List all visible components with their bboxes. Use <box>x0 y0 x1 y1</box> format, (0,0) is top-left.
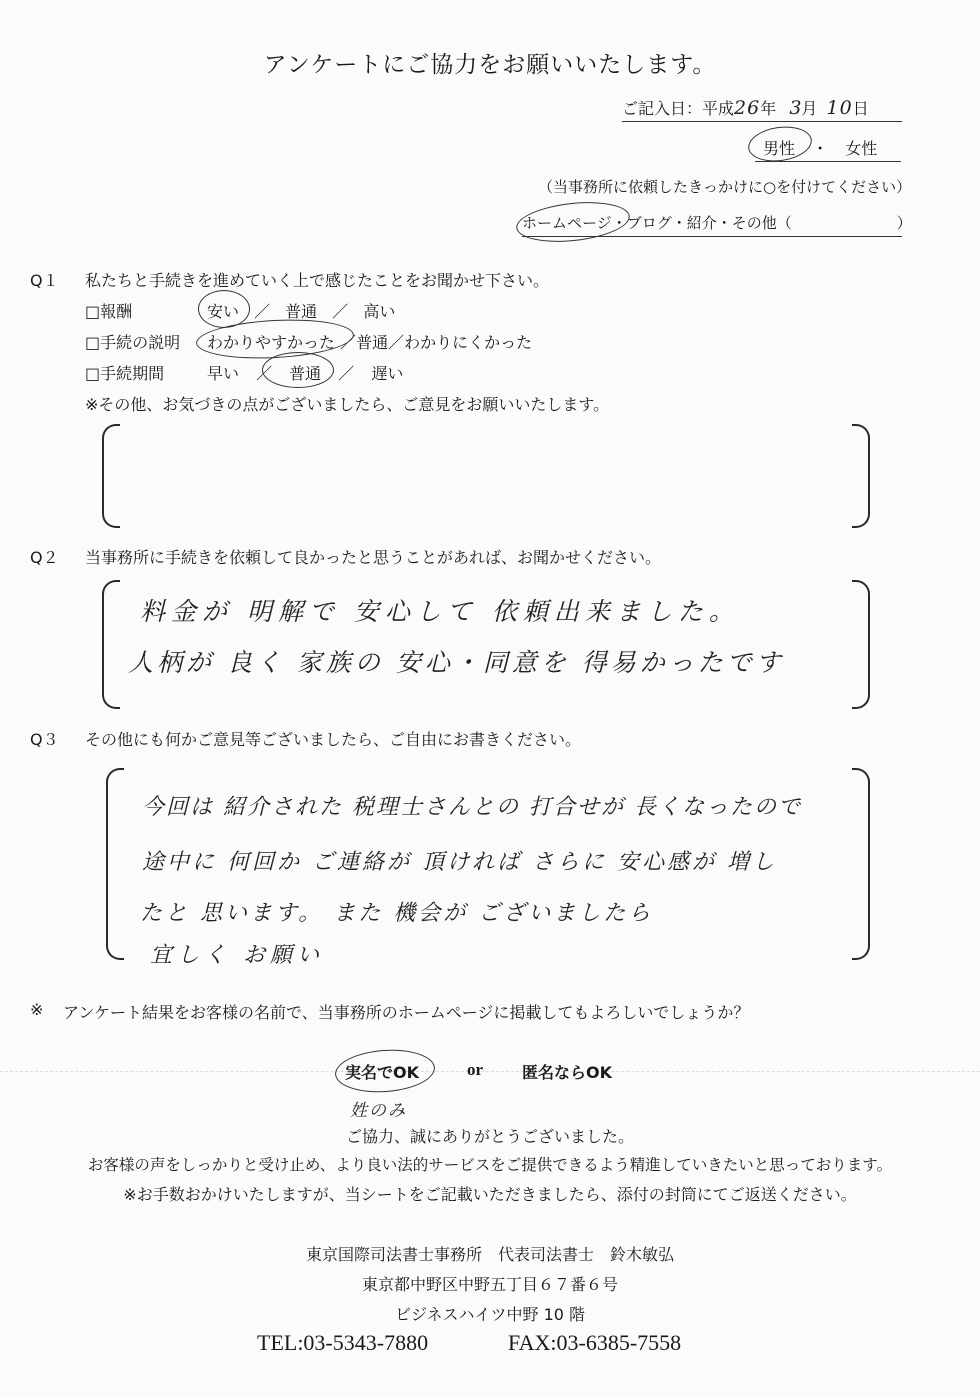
q2-answer-line-2: 人柄が 良く 家族の 安心・同意を 得易かったです <box>128 648 785 677</box>
q3-question: その他にも何かご意見等ございましたら、ご自由にお書きください。 <box>85 730 582 749</box>
date-day: 10 <box>826 97 853 119</box>
gender-female: 女性 <box>845 139 878 158</box>
q3-answer-bracket-left <box>106 768 124 960</box>
closing-message: お客様の声をしっかりと受け止め、より良い法的サービスをご提供できるよう精進していきたいと思っております。 <box>87 1156 893 1174</box>
q1-question: 私たちと手続きを進めていく上で感じたことをお聞かせ下さい。 <box>85 271 550 290</box>
return-note: ※お手数おかけいたしますが、当シートをご記載いただきましたら、添付の封筒にてご返送ください。 <box>123 1185 857 1204</box>
gender-male: 男性 <box>763 139 796 158</box>
office-address-1: 東京都中野区中野五丁目６７番６号 <box>361 1275 618 1294</box>
q2-answer-bracket-right <box>852 580 870 709</box>
entry-date <box>622 96 902 122</box>
q3-answer-bracket-right <box>852 768 870 960</box>
fold-line <box>0 1071 980 1072</box>
q1-row-explain-label: □手続の説明 <box>85 333 181 352</box>
trigger-note: （当事務所に依頼したきっかけに○を付けてください） <box>538 178 912 196</box>
q1-row-fee-options: 安い ／ 普通 ／ 高い <box>207 302 396 321</box>
q2-answer-bracket-left <box>102 580 120 709</box>
gender-separator: ・ <box>812 139 829 158</box>
page-title: アンケートにご協力をお願いいたします。 <box>263 52 717 78</box>
q1-row-explain-options: わかりやすかった ／普通／わかりにくかった <box>207 333 533 352</box>
option-real-name: 実名でOK <box>345 1063 420 1082</box>
q1-comment-bracket-right <box>852 424 870 528</box>
date-month: 3 <box>789 97 802 119</box>
q3-answer-line-2: 途中に 何回か ご連絡が 頂ければ さらに 安心感が 増し <box>142 850 777 875</box>
q1-comment-bracket-left <box>102 424 120 528</box>
homepage-circle-mark <box>514 197 631 247</box>
thanks-message: ご協力、誠にありがとうございました。 <box>345 1127 634 1146</box>
date-year-label: 年 <box>760 99 777 118</box>
q2-number: Q２ <box>30 548 59 567</box>
q2-question: 当事務所に手続きを依頼して良かったと思うことがあれば、お聞かせください。 <box>85 548 662 567</box>
q3-number: Q３ <box>30 730 59 749</box>
handwritten-surname-only: 姓のみ <box>350 1101 407 1121</box>
option-anonymous: 匿名ならOK <box>522 1063 613 1082</box>
date-day-label: 日 <box>852 99 869 118</box>
real-name-circle-mark <box>334 1047 437 1096</box>
publish-mark: ※ <box>30 1000 44 1019</box>
q1-note: ※その他、お気づきの点がございましたら、ご意見をお願いいたします。 <box>85 395 610 414</box>
office-address-2: ビジネスハイツ中野 10 階 <box>394 1305 586 1324</box>
date-prefix: ご記入日：平成 <box>622 99 735 118</box>
option-or: or <box>467 1060 484 1079</box>
q3-answer-line-3: たと 思います。 また 機会が ございましたら <box>140 901 654 926</box>
date-year: 26 <box>734 97 761 119</box>
date-month-label: 月 <box>801 99 818 118</box>
q3-answer-line-1: 今回は 紹介された 税理士さんとの 打合せが 長くなったので <box>142 795 802 820</box>
q1-row-period-options: 早い ／ 普通 ／ 遅い <box>207 364 404 383</box>
office-fax: FAX:03-6385-7558 <box>508 1330 682 1355</box>
q1-number: Q１ <box>30 271 59 290</box>
q3-answer-line-4: 宜しく お願い <box>150 943 324 968</box>
office-name: 東京国際司法書士事務所 代表司法書士 鈴木敏弘 <box>305 1245 674 1264</box>
q1-row-period-label: □手続期間 <box>85 364 165 383</box>
trigger-options: ホームページ・ブログ・紹介・その他（ ） <box>522 212 902 237</box>
q2-answer-line-1: 料金が 明解で 安心して 依頼出来ました。 <box>140 597 740 626</box>
office-tel: TEL:03-5343-7880 <box>257 1330 429 1355</box>
q1-row-fee-label: □報酬 <box>85 302 133 321</box>
period-circle-mark <box>262 352 334 388</box>
publish-question: アンケート結果をお客様の名前で、当事務所のホームページに掲載してもよろしいでしょうか？ <box>63 1003 750 1022</box>
